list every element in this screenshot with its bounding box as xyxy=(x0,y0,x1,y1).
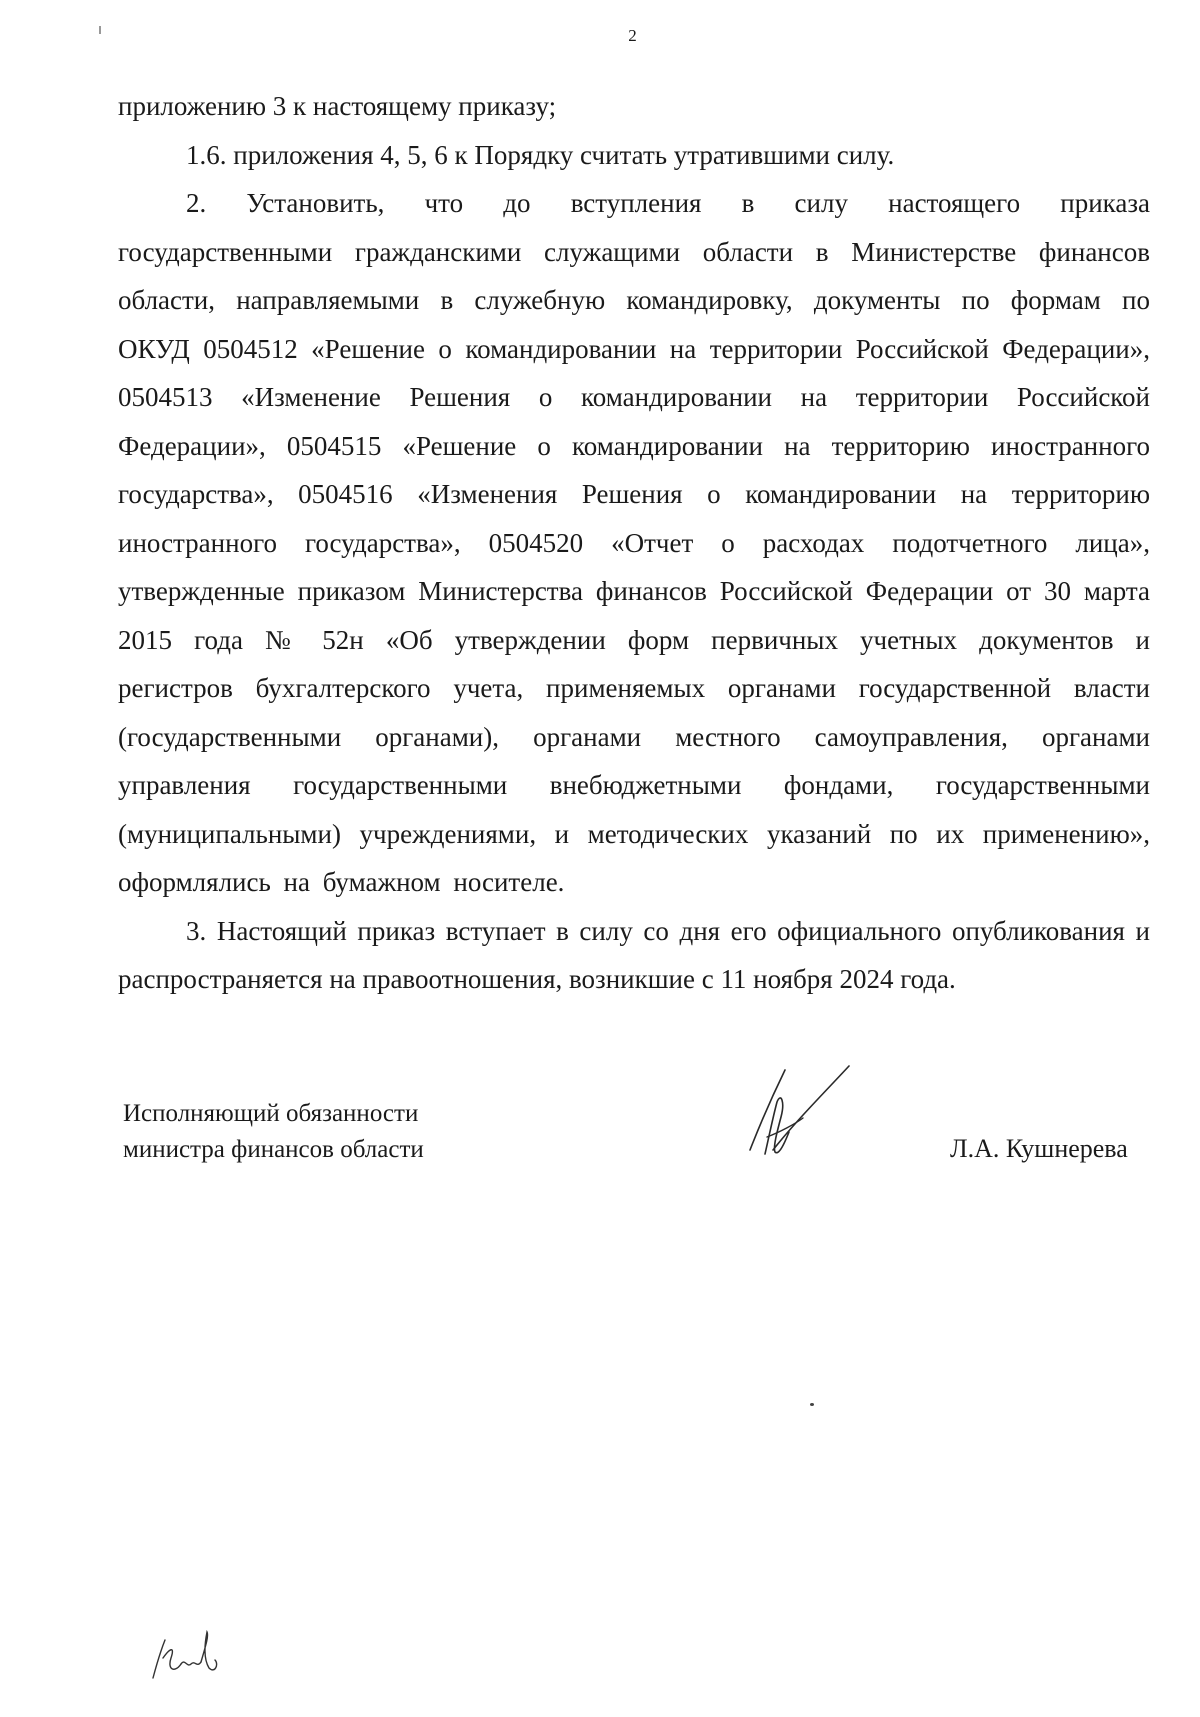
paragraph-2: 2. Установить, что до вступления в силу настоящего приказа государственными гражданскими служащими области в Министерстве финансов области, направляемыми в служебную командировку, документы по формам по ОКУД 0504512 «Решение о командировании на территории Российской Федерации», 0504513 «Изменение Решения о командировании на территории Российской Федерации», 0504515 «Решение о командировании на территорию иностранного государства», 0504516 «Изменения Решения о командировании на территорию иностранного государства», 0504520 «Отчет о расходах подотчетного лица», утвержденные приказом Министерства финансов Российской Федерации от 30 марта 2015 года № 52н «Об утверждении форм первичных учетных документов и регистров бухгалтерского учета, применяемых органами государственной власти (государственными органами), органами местного самоуправления, органами управления государственными внебюджетными фондами, государственными (муниципальными) учреждениями, и методических указаний по их применению», оформлялись на бумажном носителе. xyxy=(118,188,1150,897)
handwritten-signature xyxy=(745,1062,855,1162)
paragraph-continuation: приложению 3 к настоящему приказу; xyxy=(118,91,557,121)
position-line-2: министра финансов области xyxy=(123,1136,424,1163)
scan-speck xyxy=(810,1403,814,1406)
paragraph-3: 3. Настоящий приказ вступает в силу со дня его официального опубликования и распространяется на правоотношения, возникшие с 11 ноября 2024 года. xyxy=(118,915,1150,994)
paragraph-1-6: 1.6. приложения 4, 5, 6 к Порядку считать утратившими силу. xyxy=(186,139,895,170)
handwritten-initials xyxy=(145,1628,225,1688)
signatory-position xyxy=(123,1096,424,1168)
page-number: 2 xyxy=(628,26,637,45)
document-body xyxy=(118,82,1150,1004)
signatory-name: Л.А. Кушнерева xyxy=(950,1134,1128,1163)
position-line-1: Исполняющий обязанности xyxy=(123,1100,419,1127)
